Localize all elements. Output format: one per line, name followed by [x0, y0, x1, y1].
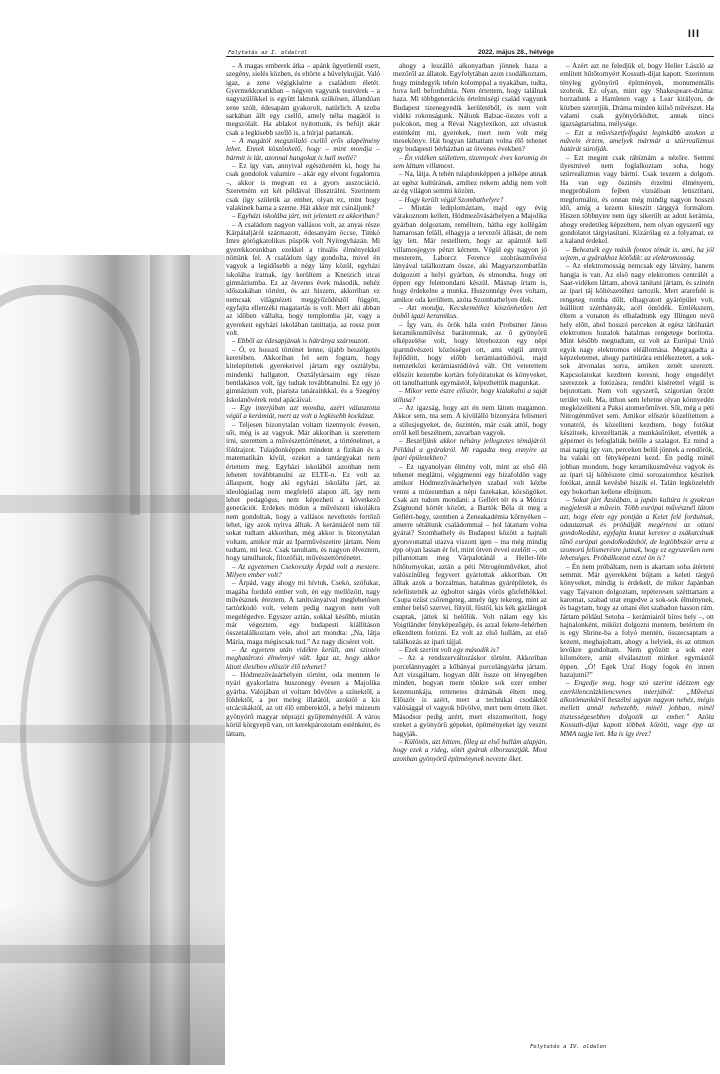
article-column-3 — [560, 62, 714, 1037]
interview-question: – Ezek szerint volt egy második is? — [399, 646, 500, 655]
interview-answer: – A családom nagyon vallásos volt, az anyai része Kárpátaljáról származott, édesanyám öccse, Timkó Imre görögkatolikus püspök volt Nyíregyházán. Mi gyerekkorunkban ezekkel a rituális élményekkel nőttünk fel. A családom úgy gondolta, mivel én vagyok a legidősebb a négy lány közül, egyházi iskolába íratnak, így kerültem a Kneizich utcai gimnáziumba. Ez az ötvenes évek második, nehéz időszakában történt, és azt hiszem, akkoriban ez nemcsak világnézeti meggyőződéstől függött, egyfajta ellenzéki magatartás is volt. Mert aki abban az időben vállalta, hogy templomba jár, vagy a gyerekeit egyházi iskolában taníttatja, az rossz pont volt. — [226, 220, 380, 337]
interview-answer: – Ez így van, annyival egészíteném ki, hogy ha csak gondolok valamire – akár egy elvont fogalomra –, akkor is megvan ez a gyors asszociáció. Szeretném ezt két példával illusztrálni. Szerintem csak (így születik az ember, olyan ez, mint hogy valakinek barna a szeme. Hát akkor mit csináljunk? — [226, 162, 380, 212]
interview-question: – Egyházi iskolába járt, mit jelentett ez akkoriban? — [232, 212, 379, 221]
article-columns — [226, 62, 714, 1037]
interview-answer: – Ez ugyanolyan élmény volt, mint az első élő tehenet meglátni, végigmenni egy bizafoldön vagy amikor Hódmezővásárhelyen szabad volt kézbe venni a múzeumban a népi fazekakat, köcsögöket. Csak azt tudom mondani: a Gellért tér és a Móricz Zsigmond körtér között, a Bartók Béla út meg a Gellért-hegy, szemben a Zeneakadémia környéken – amerre sétáltunk családommal – hol látattam volna gyárat? Szombathely és Budapest között a hajnali gyorsvonattal utazva viszont igen – ma még mindig épp olyan lassan ér fel, mint ötven évvel ezelőtt –, ott pillantottam meg Várpalotánál a Heller-féle hőtőtornyokat, aztán a péti Nitrogénművéket, ahol valószínűleg fegyvert gyártottak akkoriban. Ott álltak azok a borzalmas, hatalmas gyárépületek, és telefüstették az égboltot sárgás vörös gőzfelhőkkel. Csupa ezüst csőrengeteg, amely úgy tekereg, mint az ember belső szervei, fütyül, füstöl, kis kék gázlángok csaptak, játtek ki belőlük. Volt nálam egy kis Voigtländer fényképezőgép, és azzal fekete-fehérben elkezdtem fotózni. Ez volt az első hullám, az első találkozás az ipari tájjal. — [393, 462, 547, 646]
page-number: III — [687, 28, 700, 40]
interview-answer: ahogy a leszálló alkonyatban jönnek haza a mezőről az állatok. Egyfolytában azon csodálkoztam, hogy mindegyik tehén kolomppal a nyakában, tudta, hova kell befordulnia. Nem értettem, hogy találnak haza. Mi többgenerációs értelmiségi család vagyunk Budapest tizenegyedik kerületéből, és nem volt vidéki rokonságunk. Nálunk Balzac-összes volt a polcokon, meg a Révai Nagylexikon, azt olvastuk esténként mi, gyerekek, mert nem volt még mesekönyv. Hát hogyan láthattam volna élő tehenet egy budapesti bérházban az ötvenes években? — [393, 62, 547, 154]
article-photo — [0, 255, 225, 1065]
interview-answer: – Az elektromosság nemcsak egy látvány, hanem hangja is van. Az első nagy elektromos centrálét a Saar-vidéken láttam, ahová tanítani jártam, és szintén az ipari táj költészetéhez tartozik. Mert ararefelé is rengeteg romba dőlt, elhagyatott gyárépület volt, leállított szénbányák, acél öntödék. Emlékszem, éltem a vonaton és elhaladtunk egy Illingen nevű hely előtt, ahol hosszú perceken át egész látóhatárt elektromos huzalok hatalmas rengetege borította. Mint később megtudtam, ez volt az Európai Unió egyik nagy elektromos eléállomása. Megragadta a képzeletemet, ahogy partitúrára emlékeztetett, a sok-sok átvonalas sorra, amiken zenét szereztt. Kapcsolatokat kezdtem keresni, hogy engedélyt szerezzek a fotózásra, rendőri kísérettel végül is bejutottam. Nem volt egyszerű, szigorúan őrzött terület volt. Ma, itthon sem lehetne olyan könnyedén megközelíteni a Paksi atomerőművet. Sőt, még a péti Nitrogénművet sem. Amikor először közelítettem a vonatról, és közelíteni kezdtem, hogy fotókat készítsek, kivezéltatták a munkásőröket, elvették a gépemet és lefoglalták belőle a szalagot. Ez mind a mai napig így van, perceken belül jönnek a rendőrök, ha valaki ott fényképezni kezd. Én pedig minél jobban mondom, hogy keramikusművész vagyok és az ipari táj költészete címú sorozatomhoz készítek fotókat, annál kevésbé hiszik el. Talán legközelebb egy bokorban kellene elbújnom. — [560, 262, 714, 496]
continued-from-note: Folytatás az I. oldalról — [228, 50, 308, 56]
interview-question: – Hogy került végül Szombathelyre? — [399, 195, 504, 204]
continued-on-note: Folytatás a IV. oldalon — [530, 1044, 607, 1050]
article-column-2 — [393, 62, 547, 1037]
interview-question: – Egy interjúban azt mondta, azért választotta végül a kerámiát, mert az volt a legkisebb kockázat. — [226, 404, 380, 421]
photo-shadow — [0, 905, 225, 1065]
interview-question: – Sokat járt Ázsiában, a japán kultúra is gyakran megjelenik a művein. Több európai művésznél látom azt, hogy élete egy pontján a Kelet felé fordulnak, odautaznak és próbálják megérteni az ottani gondolkodást, egyfajta kiutat keresve a zsákutcának tűnő európai gondolkodásból, de legtöbbször arra a szomorú felismerésre jutnak, hogy ez egyszerűen nem lehetséges. Próbálkozott ezzel ön is? — [560, 495, 714, 563]
interview-answer: – Az igazság, hogy azt én nem látom magamon. Akkor sem, ma sem. A kívülálló bizonyára felismeri a stílusjegyeket, de, őszintén, már csak attól, hogy erről kell beszélnem, zavarban vagyok. — [393, 404, 547, 438]
interview-answer: – Azért azt ne feledjük el, hogy Heller László az említett hűtőtornyért Kossuth-díjat kapott. Szerintem tényleg gyönyörű építmények, monumentális szobrok. Ez olyan, mint egy Shakespeare-dráma: borzadunk a Hamleten vagy a Lear királyon, de közben szeretjük. Dráma minden külső művészet. Ha valamí csak gyönyörködtet, annak nincs igazságtartalma, mélysége. — [560, 62, 714, 129]
issue-date: 2022. május 28., hétvége — [478, 49, 554, 56]
interview-question: – Azt mondja, Kecskeméthez köszönhetően lett önből igazi keramikus. — [393, 303, 547, 321]
header-rule — [226, 56, 714, 57]
interview-question: – Ebből az édesapjának is hátránya származott. — [232, 337, 370, 346]
interview-answer: – A magas emberek átka – apánk ügyetlenül esett, szegény, sielés közben, és eltörte a hüvelykujját. Való igaz, a zene végigkísérte a családom életét. Gyermekkorunkban – négyen vagyunk testvérek – a nagyszülőkkel is együtt laktunk szűkösen, állandóan zene szólt, édesapám gyakorolt, natürlich. A szoba sarkában állt egy csellő, amely néha magától is megszólalt. Ha ablakot nyitottunk, és befújt akár csak a legkisebb szellő is, a húrjai pattantak. — [226, 62, 380, 137]
interview-question: – Beszéljünk akkor néhány jellegzetes témájáról. Például a gyárakról. Mi ragadta meg ennyire az ipari épületekben? — [393, 437, 547, 463]
interview-question: – Mikor vette észre először, hogy kialakulni a saját stílusa? — [393, 387, 547, 404]
interview-answer: – Ezt megint csak rábíznám a nézőre. Semmi ilyesmivel nem foglalkoztam soha, hogy szürrealizmus vagy bármi. Csak teszem a dolgom. Ha van egy őszintés érzelmi élményem, megpróbálom fejben vizuálisan letisztítani, megformálni, és onnan még mindig nagyon hosszú idő, amíg a kezem kiteszítt tárggyá formálom. Hiszen többnyire nem úgy sikerült az adott kerámia, ahogy eredetileg képzeltem, nem olyan egyszerű egy gondolatot tárgyiasítani. Kizárólag ez a folyamat, ez a kaland érdekel. — [560, 153, 714, 246]
interview-answer: – Így van, és örök hála ezért Probstner János keramikusművész barátomnak, az ő gyönyörű elképzelése volt, hogy létrehozzon egy népi iparművészeti közösséget ott, ami végül annyit fejlődött, hogy előbb kerámiastúdióvá, majd nemzetközi kerámiastúdióvá vált. Ott veterettem először kezembe kortárs folyóiratokat és könyveket, ott tanulhattunk egymástól, képezhettük magunkat. — [393, 320, 547, 388]
interview-answer: – Teljesen bizonytalan voltam tizennyolc évesen, sőt, még is az vagyok. Már akkoriban is szerettem írni, szerettem a művészettörténetet, a történelmet, a földrajzot. Tulajdonképpen mindent a fizikán és a matematikán kívül, ezeket a tantárgyakat nem értettem meg. Egyházi iskolából azonban nem lehetett továbbtanulni az ELTE-n. Ez volt az állaspont, hogy aki egyházi iskolába járt, az ideológiailag nem megfelelő alapon áll, így nem lehet pedagógus, nem képezheti a következő generációt. Erdekes módon a művészeti iskolákra nem gondoltak, hogy a vallásos neveltetés fertőző lehet, így azok nyitva álltak. A kerámiáról nem túl sokat tudtam akkoriban, még akkor is bizonytalan voltam, amikor már az Iparművészetire jártam. Nem tudtam, mi lesz. Csak tanultam, és nagyon élveztem, hogy tanulhatok, filozófiát, művészettörténetet. — [226, 420, 380, 563]
interview-answer: – Miután lediplomáztam, majd egy évig várakoznom kellett, Hódmezővásárhelyen a Majolika gyárban dolgoztam, reméltem, hátha egy kollégám hamarosan feláll, elhagyja a tervezői állását, de nem így lett. Már restelltem, hogy az apámtól kell villamosjegyre pénzt kérnem. Végül egy nagyon jó mesterem, Laborcz Ference szobrászművész lányával találkoztam össze, aki Magyarszombatfán dolgozott a helyi gyárban, és elmondta, hogy ott éppen egy felemondani készül. Másnap írtam is, hogy érdekelne a munka. Huszonnégy éves voltam, amikor oda kerültem, azóta Szombathelyen élek. — [393, 203, 547, 304]
photo-band — [0, 495, 225, 513]
interview-question: – Engedje meg, hogy szó szerint idézzem egy ezerkilenczázkilencvenes interjúból: „Művészi alkotómunkáról beszélni ugyan nagyon nehéz, mégis mellett annál nehezebb, minél jobban, minél tisztességesebben dolgozik az ember.” Azóta Kossuth-díjat kapott többek között, vagy épp az MMA tagja lett. Ma is így érez? — [560, 679, 714, 738]
interview-question: – Én vidéken születtem, tizennyolc éves koromig én sem láttam villamost. — [393, 153, 547, 171]
interview-question: – Az egyetemen Csekovszky Árpád volt a mestere. Milyen ember volt? — [226, 562, 380, 579]
article-column-1 — [226, 62, 380, 1037]
interview-answer: – Én nem próbáltam, nem is akartam soha átérteni semmit. Már gyerekként bújtam a keleti tárgyú könyveket, mindig is érdekelt, de mikor Japánban vagy Tajvanon dolgoztam, tepéteresen szétttartam a karomat, szabad utat engedve a sok-sok élménynek, és hagytam, hogy az ottani élet szabadon hasson rám. Jártam például Setoba – kerámiairól híres hely –, ott hajnalonként, miközt dolgozni mentem, betértem én is egy Shrine-ba a folyó mentén, összecsaptam a kezem, meghajoltam, ahogy a helyiek, és az ottmon levőkre gondoltam. Nem győzött a sok ezer kilométere, amit elválasztott minket egymástól éppen. „Ó! Egek Ura! Hogy fogok én innen hazajutni?” — [560, 562, 714, 680]
interview-question: – Behoznék egy másik fontos témát is, ami, ha jól sejtem, a gyárakhoz kötődik: az elektromosság. — [560, 245, 714, 262]
interview-question: – Ezt a művészetfelfogást leginkább azokon a műveín érzem, amelyek mármár a szürrealizmus határát súrolják. — [560, 128, 714, 154]
interview-answer: – Hódmezővásárhelyen történt, oda mentem le nyári gyakorlatra huszonegy évesen a Majolika gyárba. Valójában el voltam bűvölve a színektől, a földektől, a por meleg illatától, azoktól a kis utcácskáktól, az ott élő emberektől, a helyi múzeum gyönyörű magyar néprajzi gyűjteményétől. A város körül körgyepű van, ott kerekpározotam esténként, és láttam, — [226, 671, 380, 738]
interview-answer: – Az a rendszerváltozáskor történt. Akkoriban porcelánnyagért a kőbányai porcelángyárba jártam. Azt vizsgáltam, hogyan dőlt össze ott lényegében minden, hogyan ment tönkre sok ezer ember kezemunkája, rettenetes drámának éltem meg. Először is azért, mert a technikai csodáktól valósággal el vagyok bűvölve, mert nem értem őket. Másodsor pedig azért, mert elszomorított, hogy ezeket a gyönyörű gépeket, építményeket így veszni hagyják. — [393, 654, 547, 738]
interview-question: – Az egyetem után vidékre került, ami szintén meghatározó élménnyé vált. Igaz az, hogy akkor látott életében először élő tehenet? — [226, 646, 380, 671]
interview-answer: – Árpád, vagy ahogy mi hívtuk, Csekó, szófukar, magába forduló ember volt, én egy mellőzött, nagy művésznek éreztem. A tanítványaival meglehetősen tartózkodó volt, velem pedig nagyon nem volt megelégedve. Egyszer aztán, sokkal később, miután már végeztem, egy budapesti kiállításon összetalálkoztam vele, ahol azt mondta: „Na, látja Mária, maga mégiscsak tud.” Az nagy dicséret volt. — [226, 579, 380, 646]
interview-question: – Különös, azt hittem, főleg az első hullám alapján, hogy ezek a rideg, sötét gyárak elborzasztják. Most azonban gyönyörű építménynek nevezte őket. — [393, 737, 547, 763]
interview-question: – A magától megszólaló csellő erős alapélmény lehet. Ennek köszönhető, hogy – mint mondja – bármit is lát, azonnal hangokat is hall mellé? — [226, 137, 380, 162]
interview-answer: – Ó, ez hosszú történet lenne, újabb beszélgetés keretében. Akkoriban fel sem fogtam, hogy kitelepítettek gyerekeivel jártam egy osztályba, mindenki hallgatott. Osztálytársaim egy része bentlakásos volt, így tudtak továbbtanulni. Ez egy jó gimnázium volt, piarista tanárainkkal, és a Szegény Iskolanővérek rend apácáival. — [226, 345, 380, 404]
interview-answer: – Na, látja. A tehén tulajdonképpen a jelképe annak az egész kultúrának, amihez nekem addig nem volt az ég világon semmi közöm. — [393, 170, 547, 196]
photo-band — [0, 725, 225, 743]
